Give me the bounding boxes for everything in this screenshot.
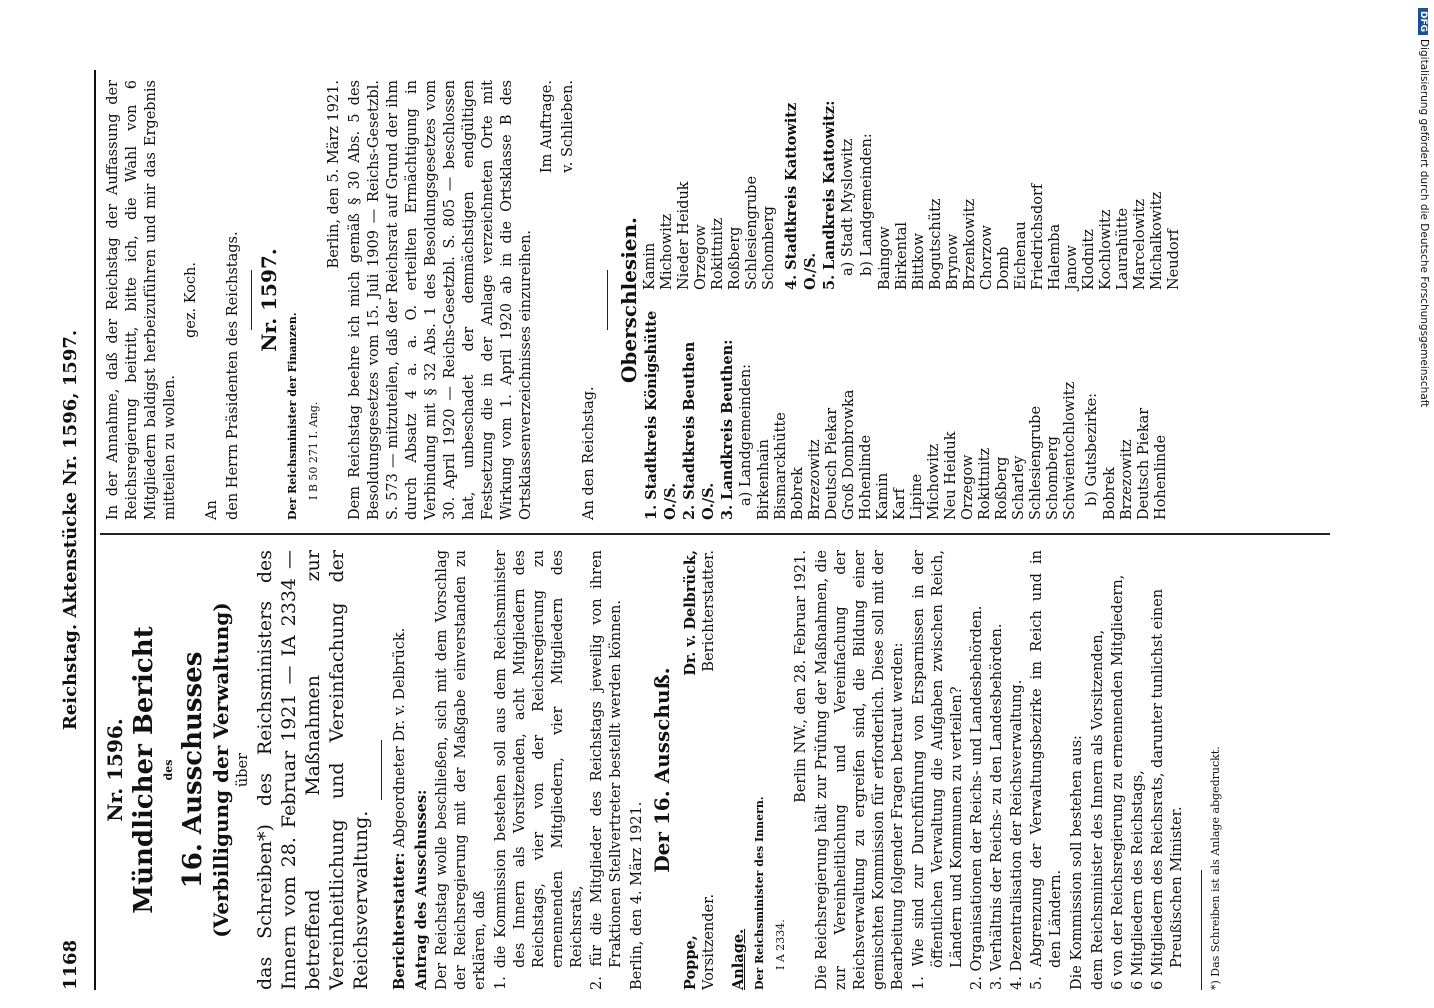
committee-heading: 16. Ausschusses [178, 651, 208, 889]
place-name: Eichenau [1013, 221, 1029, 290]
place-name: Roßberg [727, 226, 743, 290]
antrag-label: Antrag des Ausschusses: [413, 789, 430, 990]
place-name: Brzenkowitz [962, 198, 978, 290]
list-item: 6 Mitgliedern des Reichstags, [1130, 770, 1146, 990]
list-item: dem Reichsminister des Innern als Vorsitzenden, [1090, 629, 1106, 990]
place-name: Rokittnitz [977, 447, 993, 520]
place-name: Michowitz [659, 213, 675, 290]
running-title: Reichstag. Aktenstücke Nr. 1596, 1597. [60, 329, 81, 731]
place-name: Schwientochlowitz [1062, 381, 1078, 520]
list-item: 5. Abgrenzung der Verwaltungsbezirke im Reich und in den Ländern. [1029, 550, 1064, 990]
place-name: Bittkow [911, 233, 927, 290]
anlage-date: Berlin NW., den 28. Februar 1921. [793, 550, 809, 803]
place-name: Deutsch Piekar [824, 407, 840, 520]
right-column [102, 80, 1183, 520]
place-name: Birkental [894, 221, 910, 290]
place-name: Rokittnitz [710, 217, 726, 290]
place-name: Orzegow [693, 224, 709, 290]
report-subject: das Schreiben*) des Reichsministers des Innern vom 28. Februar 1921 — IA 2334 — betreffend Maßnahmen zur Vereinheitlichung und Vereinfachung der Reichsverwaltung. [254, 550, 372, 990]
continued-signature: gez. Koch. [183, 262, 199, 338]
place-name: Roßberg [994, 456, 1010, 520]
place-lists [642, 80, 1183, 520]
anlage-reference: I A 2334. [774, 919, 787, 970]
letter-addressee: An den Reichstag. [581, 386, 597, 520]
report-date: Berlin, den 4. März 1921. [629, 801, 645, 990]
kommission-intro: Die Kommission soll bestehen aus: [1069, 735, 1085, 990]
berichterstatter-name: Abgeordneter Dr. v. Delbrück. [392, 627, 408, 848]
place-name: Michowitz [926, 443, 942, 520]
anlage-heading: Anlage. [730, 928, 747, 990]
committee-subtitle: (Verbilligung der Verwaltung) [209, 602, 233, 938]
page-number: 1168 [60, 939, 81, 990]
left-column [102, 550, 1227, 990]
section-rule [607, 270, 608, 330]
digitization-credit [1414, 8, 1430, 1008]
place-name: Bobrek [1102, 467, 1118, 520]
region-heading: Oberschlesien. [617, 216, 641, 384]
place-name: Brynow [945, 233, 961, 290]
place-name: Schlesiengrube [744, 175, 760, 290]
place-name: Groß Dombrowka [841, 389, 857, 520]
signature: v. Schlieben. [560, 80, 576, 173]
antrag-list [492, 550, 626, 990]
addressee-prefix: An [204, 500, 220, 520]
footnote: *) Das Schreiben ist als Anlage abgedruckt. [1209, 746, 1222, 990]
list-item: 6 Mitgliedern des Reichsrats, darunter tunlichst einen Preußischen Minister. [1150, 588, 1185, 990]
chair-role: Vorsitzender. [701, 893, 717, 990]
place-name: Baingow [877, 226, 893, 290]
des-label: des [162, 759, 175, 781]
place-name: Halemba [1047, 223, 1063, 290]
place-name: Michalkowitz [1149, 191, 1165, 290]
chair-name: Poppe, [682, 935, 699, 990]
gemeinden-list [756, 310, 1079, 520]
place-name: Schlesiengrube [1028, 405, 1044, 520]
list-item: 1. Wie sind zur Durchführung von Ersparnissen in der öffentlichen Verwaltung die Aufgaben zwischen Reich, Ländern und Kommunen zu verteilen? [911, 550, 965, 990]
place-name: Bogutschütz [928, 198, 944, 290]
sender: Der Reichsminister der Finanzen. [286, 312, 299, 520]
place-name: Domb [996, 246, 1012, 290]
place-name: Klodnitz [1081, 229, 1097, 290]
document-page [50, 70, 1340, 990]
place-name: Birkenhain [756, 439, 772, 520]
letter-text: Dem Reichstag beehre ich mich gemäß § 30 Abs. 5 des Besoldungsgesetzes vom 15. Juli 1909 — Reichs-Gesetzbl. S. 573 — mitzuteilen, daß der Reichsrat auf Grund der ihm durch Absatz 4 a. a. O. erteilten Ermächtigung in Verbindung mit § 32 Abs. 1 des Besoldungsgesetzes vom 30. April 1920 — Reichs-Gesetzbl. S. 805 — beschlossen hat, unbeschadet der demnächstigen endgültigen Festsetzung die in der Anlage verzeichneten Orte mit Wirkung vom 1. April 1920 ab in die Ortsklasse B des Ortsklassenverzeichnisses einzureihen. [347, 80, 534, 520]
entry: a) Landgemeinden: [738, 363, 754, 506]
kattowitz-gemeinden-list [877, 80, 1183, 290]
gutsbezirke-label: b) Gutsbezirke: [1084, 392, 1100, 506]
anlage-sender: Der Reichsminister des Innern. [753, 796, 766, 990]
place-name: Bismarckhütte [773, 412, 789, 520]
rapporteur-role: Berichterstatter. [701, 550, 717, 672]
reference: I B 50 271 I. Ang. [307, 401, 320, 500]
place-name: Orzegow [960, 454, 976, 520]
signature-prefix: Im Auftrage. [539, 80, 555, 174]
section-rule [251, 270, 252, 330]
place-name: Lipine [909, 473, 925, 520]
place-name: Schomberg [761, 206, 777, 290]
addressee: den Herrn Präsidenten des Reichstags. [225, 231, 241, 520]
place-name: Marcelowitz [1132, 198, 1148, 290]
place-name: Deutsch Piekar [1136, 407, 1152, 520]
ueber-label: über [235, 752, 251, 788]
credit-text: Digitalisierung gefördert durch die Deutsche Forschungsgemeinschaft [1418, 39, 1430, 408]
column-divider [100, 533, 1330, 535]
berichterstatter-label: Berichterstatter: [391, 852, 408, 990]
list-item: 1. die Kommission bestehen soll aus dem Reichsminister des Innern als Vorsitzenden, acht Mitgliedern des Reichstags, vier von der Reichsregierung zu ernennenden Mitgliedern, vier Mitgliedern des Reichsrats, [493, 550, 585, 990]
place-name: Janow [1064, 245, 1080, 290]
place-name: Hohenlinde [1153, 434, 1169, 520]
anlage-text: Die Reichsregierung hält zur Prüfung der Maßnahmen, die zur Vereinheitlichung und Vereinfachung der Reichsverwaltung zu ergreifen sind, die Bildung einer gemischten Kommission für erforderlich. Diese soll mit der Bearbeitung folgender Fragen betraut werden: [814, 550, 906, 990]
document-number: Nr. 1596. [103, 718, 127, 822]
place-name: Neu Heiduk [943, 431, 959, 520]
list-item: 2. für die Mitglieder des Reichstags jeweilig von ihren Fraktionen Stellvertreter bestellt werden können. [589, 550, 624, 990]
section-rule [381, 740, 382, 800]
place-name: Kamin [642, 242, 658, 290]
place-name: Hohenlinde [858, 434, 874, 520]
place-name: Karf [892, 488, 908, 520]
list-item: 6 von der Reichsregierung zu ernennenden Mitgliedern, [1110, 574, 1126, 990]
committee-signoff: Der 16. Ausschuß. [650, 667, 674, 873]
place-name: Friedrichsdorf [1030, 183, 1046, 290]
place-name: Kamin [875, 472, 891, 520]
footnote-rule [1201, 870, 1202, 990]
list-item: 2. Organisationen der Reichs- und Landesbehörden. [969, 605, 985, 990]
place-name: Brzezowitz [1119, 439, 1135, 520]
antrag-intro: Der Reichstag wolle beschließen, sich mit dem Vorschlag der Reichsregierung mit der Maßgabe einverstanden zu erklären, daß [434, 550, 488, 990]
kommission-list [1089, 550, 1187, 990]
dfg-logo: DFG [1418, 8, 1428, 35]
place-name: Nieder Heiduk [676, 181, 692, 290]
entry: 3. Landkreis Beuthen: [719, 339, 736, 520]
place-name: Laurahütte [1115, 207, 1131, 290]
entry: 4. Stadtkreis Kattowitz O./S. [783, 102, 819, 290]
entry: 2. Stadtkreis Beuthen O./S. [681, 341, 717, 520]
report-heading: Mündlicher Bericht [129, 626, 159, 914]
place-name: Bobrek [790, 467, 806, 520]
place-name: Chorzow [979, 225, 995, 290]
letter-date: Berlin, den 5. März 1921. [326, 80, 342, 269]
entry: a) Stadt Myslowitz [840, 138, 856, 276]
signatures [681, 550, 719, 990]
document-number: Nr. 1597. [257, 248, 281, 352]
entry: 1. Stadtkreis Königshütte O./S. [643, 310, 679, 520]
place-name: Neudorf [1166, 229, 1182, 290]
list-item: 3. Verhältnis der Reichs- zu den Landesbehörden. [989, 623, 1005, 990]
place-name: Brzezowitz [807, 439, 823, 520]
entry: b) Landgemeinden: [859, 133, 875, 276]
gutsbezirke-list [1102, 310, 1170, 520]
place-list-right [642, 80, 1183, 290]
anlage-list [910, 550, 1066, 990]
list-item: 4. Dezentralisation der Reichsverwaltung. [1009, 679, 1025, 990]
entry: 5. Landkreis Kattowitz: [821, 100, 838, 290]
continued-text: In der Annahme, daß der Reichstag der Auffassung der Reichsregierung beitritt, bitte ich, die Wahl von 6 Mitgliedern baldigst herbeizuführen und mir das Ergebnis mitteilen zu wollen. [105, 80, 178, 520]
place-name: Scharley [1011, 455, 1027, 520]
place-name: Schomberg [1045, 436, 1061, 520]
place-name: Kochlowitz [1098, 209, 1114, 290]
place-list-left [642, 310, 1183, 520]
page-header [50, 70, 96, 990]
rapporteur-name: Dr. v. Delbrück, [682, 550, 699, 676]
gemeinden-continued-list [642, 80, 778, 290]
